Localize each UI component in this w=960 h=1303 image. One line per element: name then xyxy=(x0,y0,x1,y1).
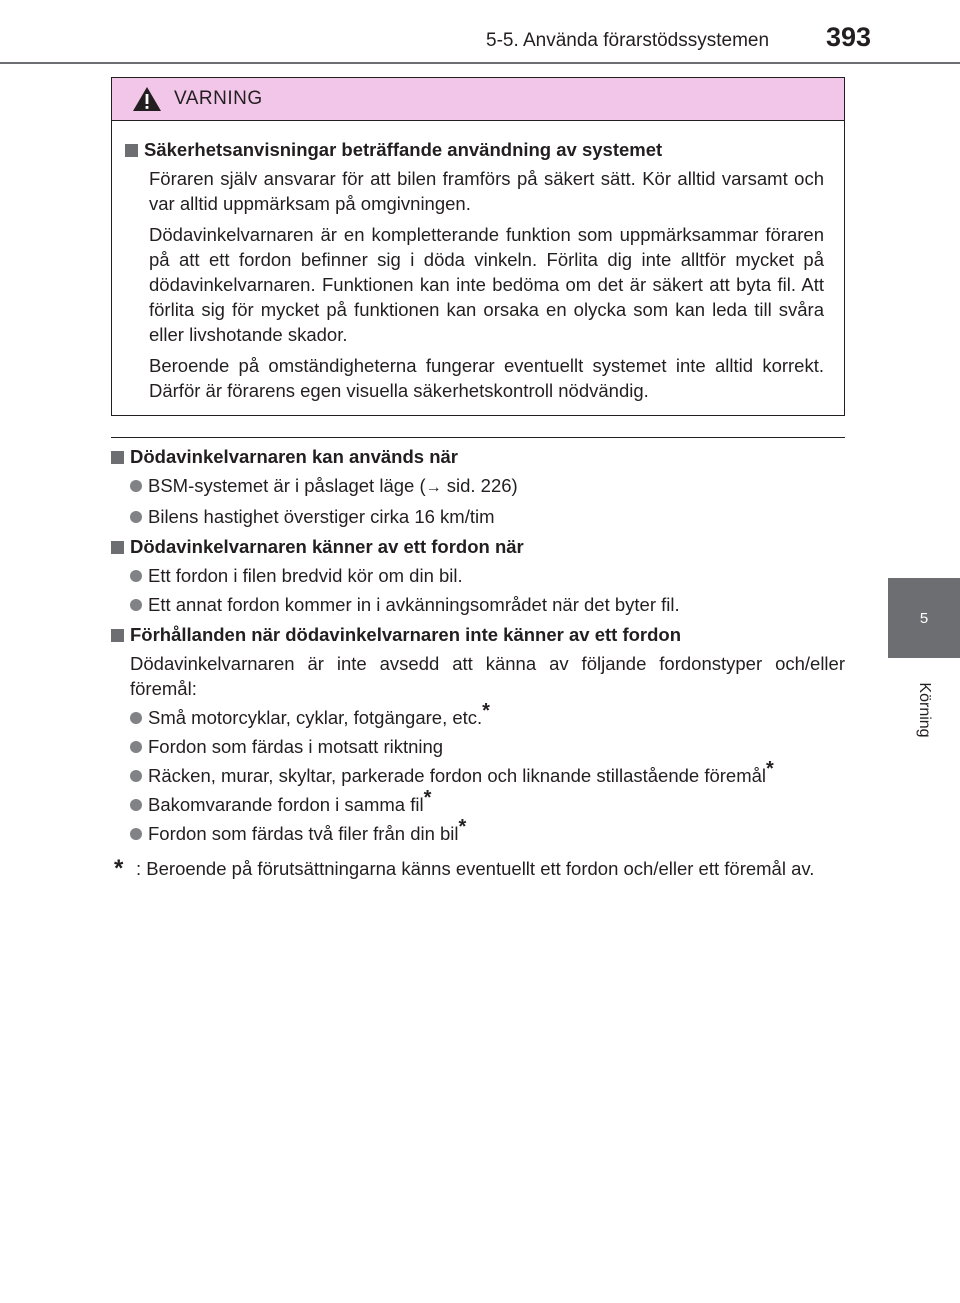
section-heading-text: Dödavinkelvarnaren känner av ett fordon när xyxy=(130,536,524,557)
warning-triangle-icon xyxy=(132,86,162,112)
footnote-mark: * xyxy=(114,855,124,882)
round-bullet-icon xyxy=(130,511,142,523)
warning-body xyxy=(112,121,844,403)
list-item-text: BSM-systemet är i påslaget läge (→ sid. 226) xyxy=(148,475,518,496)
list-item-text: Bilens hastighet överstiger cirka 16 km/tim xyxy=(148,506,495,527)
section-intro: Dödavinkelvarnaren är inte avsedd att känna av följande fordonstyper och/eller föremål: xyxy=(130,653,845,699)
footnote-star: * xyxy=(766,757,774,780)
square-bullet-icon xyxy=(125,144,138,157)
round-bullet-icon xyxy=(130,799,142,811)
round-bullet-icon xyxy=(130,570,142,582)
round-bullet-icon xyxy=(130,828,142,840)
footnote-star: * xyxy=(458,815,467,838)
section-heading xyxy=(111,622,845,647)
chapter-label-box xyxy=(888,660,960,760)
footnote xyxy=(111,856,845,881)
list-item xyxy=(130,734,845,759)
round-bullet-icon xyxy=(130,712,142,724)
list-item xyxy=(130,699,845,730)
arrow-icon: → xyxy=(425,479,442,496)
list-item xyxy=(130,592,845,617)
section-title: 5-5. Använda förarstödssystemen xyxy=(486,30,770,51)
section-heading-text: Dödavinkelvarnaren kan används när xyxy=(130,446,458,467)
footnote-text: : Beroende på förutsättningarna känns eventuellt ett fordon och/eller ett föremål av. xyxy=(136,858,815,879)
list-item xyxy=(130,815,845,846)
list-item-text: Ett annat fordon kommer in i avkänningsområdet när det byter fil. xyxy=(148,594,680,615)
list-item-text: Små motorcyklar, cyklar, fotgängare, etc.* xyxy=(148,699,490,728)
footnote-star: * xyxy=(423,786,432,809)
list-item-text: Bakomvarande fordon i samma fil* xyxy=(148,786,432,815)
warning-paragraph: Dödavinkelvarnaren är en kompletterande funktion som uppmärksammar föraren på att ett fordon befinner sig i döda vinkeln. Förlita dig inte alltför mycket på dödavinkelvarnaren. Funktionen kan inte bedöma om det är säkert att byta fil. Att förlita sig för mycket på funktionen kan orsaka en olycka som kan leda till svåra eller livshotande skador. xyxy=(149,224,824,345)
chapter-number: 5 xyxy=(919,609,929,627)
section-heading-text: Förhållanden när dödavinkelvarnaren inte känner av ett fordon xyxy=(130,624,682,645)
round-bullet-icon xyxy=(130,480,142,492)
warning-title: VARNING xyxy=(174,88,263,109)
round-bullet-icon xyxy=(130,770,142,782)
warning-heading-text: Säkerhetsanvisningar beträffande användning av systemet xyxy=(144,139,663,160)
list-item xyxy=(130,786,845,817)
round-bullet-icon xyxy=(130,599,142,611)
list-item-text: Räcken, murar, skyltar, parkerade fordon och liknande stillastående föremål* xyxy=(148,757,774,786)
section-heading xyxy=(111,444,845,469)
warning-heading xyxy=(125,137,824,162)
chapter-tab xyxy=(888,578,960,658)
list-item xyxy=(130,473,845,500)
square-bullet-icon xyxy=(111,629,124,642)
list-item xyxy=(130,757,845,788)
chapter-label: Körning xyxy=(916,682,933,738)
square-bullet-icon xyxy=(111,451,124,464)
main-content xyxy=(111,444,845,881)
warning-paragraph: Beroende på omständigheterna fungerar eventuellt systemet inte alltid korrekt. Därför är förarens egen visuella säkerhetskontroll nödvändig. xyxy=(149,355,824,401)
list-item-text: Fordon som färdas i motsatt riktning xyxy=(148,736,444,757)
list-item-text: Fordon som färdas två filer från din bil* xyxy=(148,815,467,844)
header-rule xyxy=(0,62,960,64)
warning-paragraph: Föraren själv ansvarar för att bilen framförs på säkert sätt. Kör alltid varsamt och var alltid uppmärksam på omgivningen. xyxy=(149,168,824,214)
list-item xyxy=(130,563,845,588)
page-number: 393 xyxy=(826,22,872,52)
footnote-star: * xyxy=(482,699,490,722)
round-bullet-icon xyxy=(130,741,142,753)
warning-box xyxy=(111,77,845,416)
list-item-text: Ett fordon i filen bredvid kör om din bil. xyxy=(148,565,463,586)
square-bullet-icon xyxy=(111,541,124,554)
warning-header xyxy=(112,78,844,121)
list-item xyxy=(130,504,845,529)
section-divider xyxy=(111,437,845,438)
section-heading xyxy=(111,534,845,559)
